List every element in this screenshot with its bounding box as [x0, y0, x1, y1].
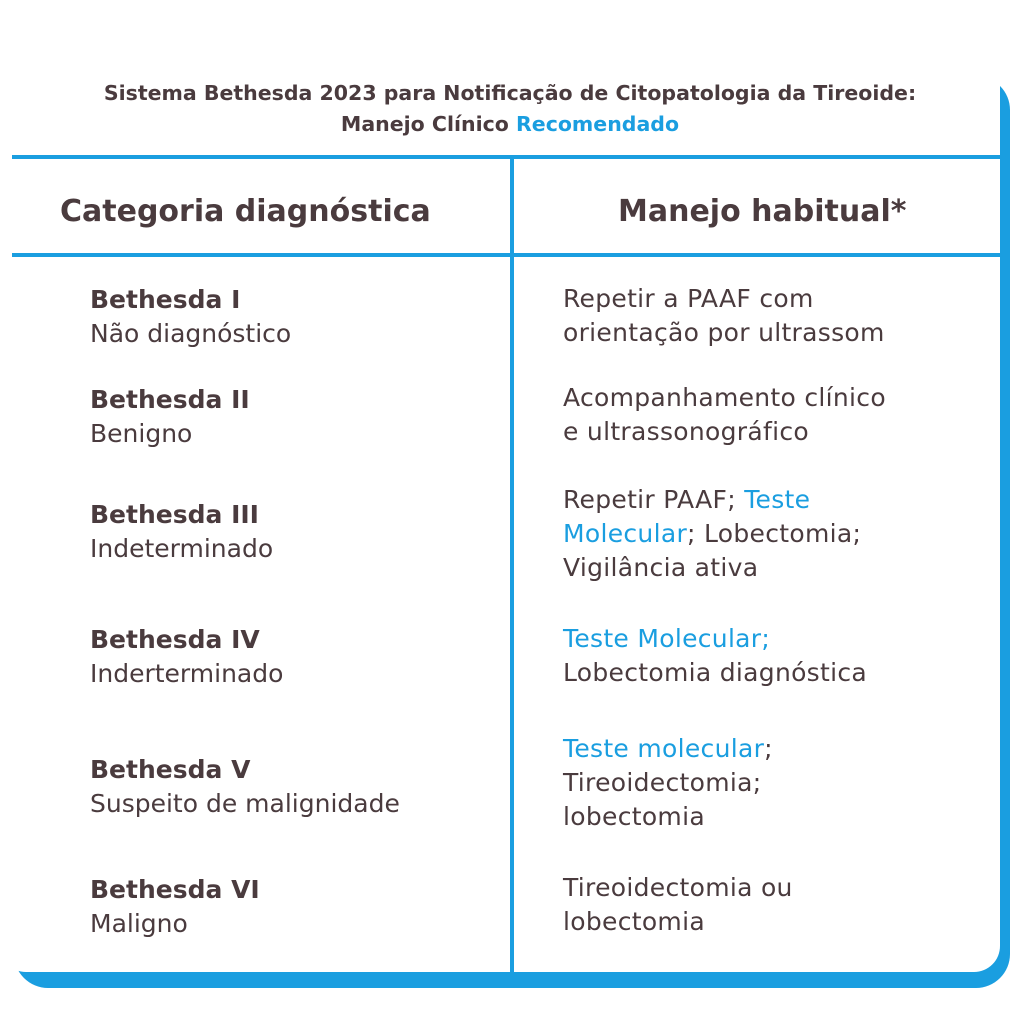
- management-line: lobectomia: [563, 802, 705, 831]
- title-line-1: Sistema Bethesda 2023 para Notificação de Citopatologia da Tireoide:: [103, 81, 917, 105]
- category-description: Não diagnóstico: [90, 319, 292, 348]
- column-divider: [510, 156, 514, 974]
- category-name: Bethesda I: [90, 285, 241, 314]
- table-row-category: [90, 753, 400, 821]
- table-row-management: [563, 483, 993, 585]
- management-line: Tireoidectomia ou: [563, 873, 793, 902]
- management-line: e ultrassonográfico: [563, 417, 809, 446]
- table-row-management: [563, 622, 993, 690]
- table-row-management: [563, 282, 993, 350]
- table-row-management: [563, 732, 993, 834]
- table-row-category: [90, 873, 260, 941]
- management-line: orientação por ultrassom: [563, 318, 885, 347]
- management-highlight: Teste Molecular;: [563, 624, 771, 653]
- category-description: Inderterminado: [90, 659, 284, 688]
- management-line: [563, 483, 993, 517]
- table-row-management: [563, 381, 993, 449]
- category-name: Bethesda III: [90, 500, 259, 529]
- category-description: Maligno: [90, 909, 188, 938]
- table-row-category: [90, 623, 283, 691]
- category-name: Bethesda V: [90, 755, 251, 784]
- management-text: ; Lobectomia;: [687, 519, 862, 548]
- column-header-management: Manejo habitual*: [618, 194, 907, 229]
- category-name: Bethesda II: [90, 385, 250, 414]
- title-line-2: [40, 109, 980, 140]
- category-description: Suspeito de malignidade: [90, 789, 400, 818]
- management-line: Vigilância ativa: [563, 553, 759, 582]
- column-header-category: Categoria diagnóstica: [60, 194, 431, 229]
- management-text: Repetir PAAF;: [563, 485, 745, 514]
- management-line: lobectomia: [563, 907, 705, 936]
- table-row-management: [563, 871, 993, 939]
- category-name: Bethesda VI: [90, 875, 260, 904]
- management-line: [563, 517, 993, 551]
- management-line: Lobectomia diagnóstica: [563, 658, 868, 687]
- management-highlight: Molecular: [563, 519, 688, 548]
- management-line: Acompanhamento clínico: [563, 383, 886, 412]
- table-row-category: [90, 283, 291, 351]
- management-line: Repetir a PAAF com: [563, 284, 814, 313]
- table-top-divider: [12, 155, 1002, 159]
- management-line: Tireoidectomia;: [563, 768, 762, 797]
- category-description: Benigno: [90, 419, 193, 448]
- title-line-2-prefix: Manejo Clínico: [340, 112, 516, 136]
- management-line: [563, 732, 993, 766]
- page-title: [40, 78, 980, 140]
- management-text: ;: [764, 734, 773, 763]
- category-description: Indeterminado: [90, 534, 274, 563]
- title-accent: Recomendado: [516, 112, 680, 136]
- header-bottom-divider: [12, 253, 1002, 257]
- table-row-category: [90, 383, 250, 451]
- table-row-category: [90, 498, 273, 566]
- management-highlight: Teste molecular: [563, 734, 765, 763]
- category-name: Bethesda IV: [90, 625, 260, 654]
- management-highlight: Teste: [744, 485, 811, 514]
